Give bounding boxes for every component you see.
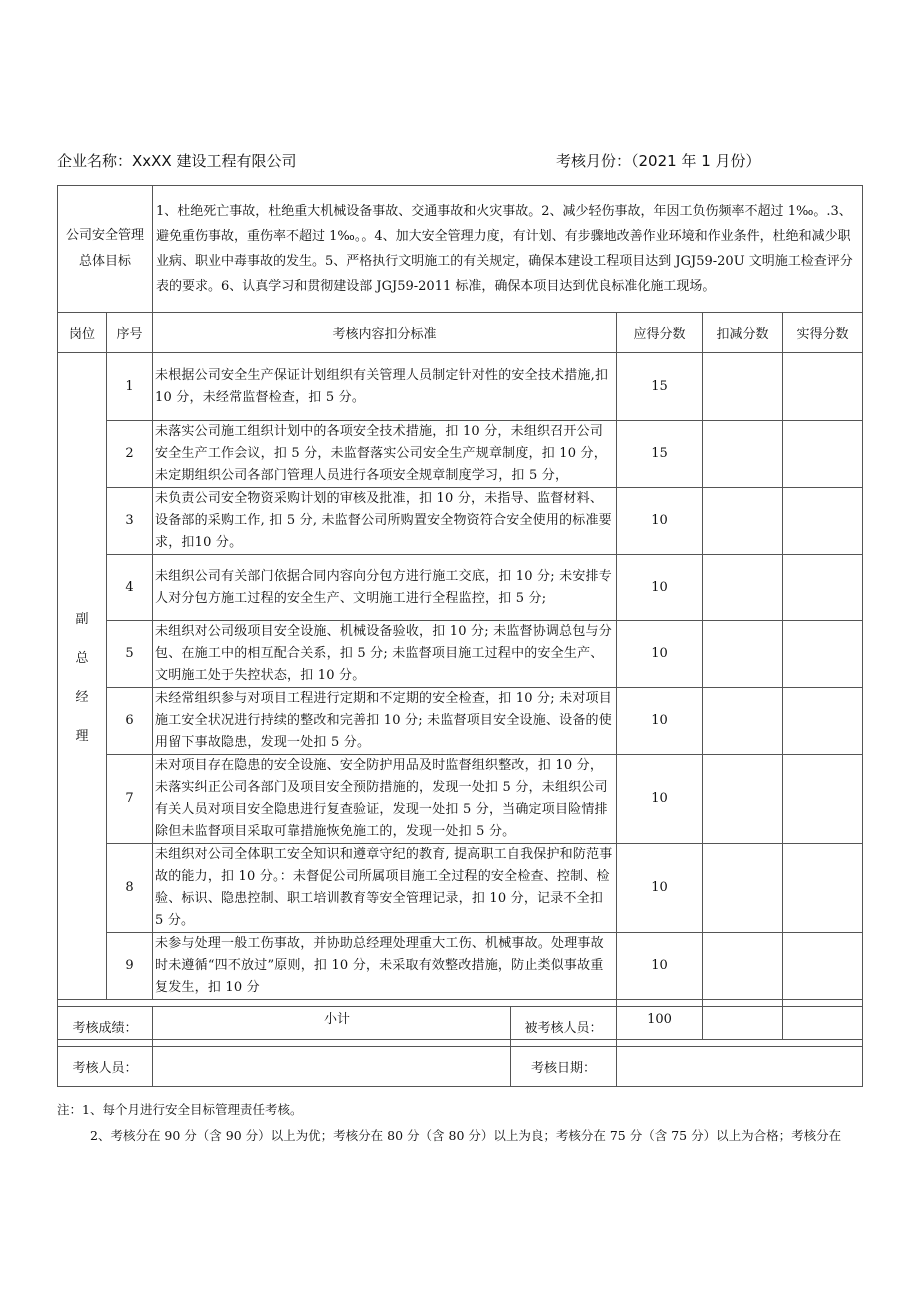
- row-score: 15: [617, 421, 703, 488]
- result-field[interactable]: [153, 1007, 511, 1047]
- post-char: 经: [75, 690, 89, 705]
- col-content: 考核内容扣分标准: [153, 313, 617, 353]
- examiner-field[interactable]: [153, 1047, 511, 1087]
- examinee-field[interactable]: [617, 1007, 863, 1047]
- row-deduct-cell[interactable]: [703, 421, 783, 488]
- col-deduct: 扣减分数: [703, 313, 783, 353]
- row-no: 3: [107, 488, 153, 555]
- row-content: 未根据公司安全生产保证计划组织有关管理人员制定针对性的安全技术措施,扣10 分，未经常监督检查，扣 5 分。: [153, 353, 617, 421]
- examinee-label: 被考核人员：: [511, 1007, 617, 1047]
- row-no: 9: [107, 933, 153, 1000]
- row-content: 未负责公司安全物资采购计划的审核及批准，扣 10 分，未指导、监督材料、设备部的采购工作, 扣 5 分, 未监督公司所购置安全物资符合安全使用的标准要求，扣10 分。: [153, 488, 617, 555]
- row-no: 6: [107, 688, 153, 755]
- row-deduct-cell[interactable]: [703, 555, 783, 621]
- row-content: 未经常组织参与对项目工程进行定期和不定期的安全检查，扣 10 分; 未对项目施工安全状况进行持续的整改和完善扣 10 分; 未监督项目安全设施、设备的使用留下事故隐患，发现一处扣 5 分。: [153, 688, 617, 755]
- date-label: 考核日期：: [511, 1047, 617, 1087]
- result-label: 考核成绩：: [58, 1007, 153, 1047]
- row-content: 未组织公司有关部门依据合同内容向分包方进行施工交底，扣 10 分; 未安排专人对分包方施工过程的安全生产、文明施工进行全程监控，扣 5 分;: [153, 555, 617, 621]
- table-row: [58, 621, 863, 688]
- row-actual-cell[interactable]: [783, 844, 863, 933]
- note-2: 2、考核分在 90 分（含 90 分）以上为优；考核分在 80 分（含 80 分）以上为良；考核分在 75 分（含 75 分）以上为合格；考核分在: [90, 1128, 842, 1143]
- row-actual-cell[interactable]: [783, 933, 863, 1000]
- row-content: 未组织对公司级项目安全设施、机械设备验收，扣 10 分; 未监督协调总包与分包、在施工中的相互配合关系，扣 5 分; 未监督项目施工过程中的安全生产、文明施工处于失控状态，扣 10 分。: [153, 621, 617, 688]
- post-char: 总: [75, 651, 89, 666]
- col-no: 序号: [107, 313, 153, 353]
- col-actual: 实得分数: [783, 313, 863, 353]
- row-deduct-cell[interactable]: [703, 844, 783, 933]
- goals-text: 1、杜绝死亡事故，杜绝重大机械设备事故、交通事故和火灾事故。2、减少轻伤事故，年因工负伤频率不超过 1‰。.3、避免重伤事故，重伤率不超过 1‰。。4、加大安全管理力度，有计划、有步骤地改善作业环境和作业条件，杜绝和减少职业病、职业中毒事故的发生。5、严格执行文明施工的有关规定，确保本建设工程项目达到 JGJ59-20U 文明施工检查评分表的要求。6、认真学习和贯彻建设部 JGJ59-2011 标准，确保本项目达到优良标准化施工现场。: [153, 186, 863, 313]
- signature-table: [57, 1006, 863, 1087]
- row-actual-cell[interactable]: [783, 555, 863, 621]
- col-should: 应得分数: [617, 313, 703, 353]
- row-deduct-cell[interactable]: [703, 688, 783, 755]
- row-no: 1: [107, 353, 153, 421]
- post-cell: [58, 353, 107, 1000]
- table-row: [58, 555, 863, 621]
- assessment-month: 考核月份：（2021 年 1 月份）: [556, 152, 761, 170]
- post-char: 副: [75, 612, 89, 627]
- row-no: 7: [107, 755, 153, 844]
- company-name: 企业名称：XxXX 建设工程有限公司: [57, 152, 297, 170]
- col-post: 岗位: [58, 313, 107, 353]
- table-row: [58, 353, 863, 421]
- goals-row: [58, 186, 863, 313]
- goals-label: 公司安全管理总体目标: [58, 186, 153, 313]
- row-deduct-cell[interactable]: [703, 755, 783, 844]
- date-field[interactable]: [617, 1047, 863, 1087]
- row-actual-cell[interactable]: [783, 755, 863, 844]
- row-score: 10: [617, 933, 703, 1000]
- table-row: [58, 688, 863, 755]
- row-actual-cell[interactable]: [783, 488, 863, 555]
- table-row: [58, 933, 863, 1000]
- row-score: 10: [617, 621, 703, 688]
- subtotal-label: 小计: [58, 1000, 617, 1040]
- row-no: 5: [107, 621, 153, 688]
- row-score: 10: [617, 555, 703, 621]
- row-no: 2: [107, 421, 153, 488]
- note-1: 注：1、每个月进行安全目标管理责任考核。: [57, 1102, 303, 1117]
- row-no: 8: [107, 844, 153, 933]
- row-no: 4: [107, 555, 153, 621]
- subtotal-score: 100: [617, 1000, 703, 1040]
- row-deduct-cell[interactable]: [703, 621, 783, 688]
- row-actual-cell[interactable]: [783, 421, 863, 488]
- row-score: 10: [617, 488, 703, 555]
- assessment-table: [57, 185, 863, 1040]
- table-row: [58, 488, 863, 555]
- row-deduct-cell[interactable]: [703, 353, 783, 421]
- row-content: 未落实公司施工组织计划中的各项安全技术措施，扣 10 分，未组织召开公司安全生产工作会议，扣 5 分，未监督落实公司安全生产规章制度，扣 10 分，未定期组织公司各部门管理人员进行各项安全规章制度学习，扣 5 分，: [153, 421, 617, 488]
- table-row: [58, 844, 863, 933]
- row-score: 15: [617, 353, 703, 421]
- row-content: 未组织对公司全体职工安全知识和遵章守纪的教育, 提高职工自我保护和防范事故的能力，扣 10 分。：未督促公司所属项目施工全过程的安全检查、控制、检验、标识、隐患控制、职工培训教育等安全管理记录，扣 10 分，记录不全扣 5 分。: [153, 844, 617, 933]
- row-actual-cell[interactable]: [783, 688, 863, 755]
- header-row: [58, 313, 863, 353]
- row-deduct-cell[interactable]: [703, 488, 783, 555]
- post-char: 理: [75, 729, 89, 744]
- row-content: 未参与处理一般工伤事故，并协助总经理处理重大工伤、机械事故。处理事故时未遵循“四不放过”原则，扣 10 分，未采取有效整改措施，防止类似事故重复发生，扣 10 分: [153, 933, 617, 1000]
- row-deduct-cell[interactable]: [703, 933, 783, 1000]
- row-actual-cell[interactable]: [783, 621, 863, 688]
- row-score: 10: [617, 688, 703, 755]
- row-content: 未对项目存在隐患的安全设施、安全防护用品及时监督组织整改，扣 10 分，未落实纠正公司各部门及项目安全预防措施的，发现一处扣 5 分，未组织公司有关人员对项目安全隐患进行复查验证，发现一处扣 5 分，当确定项目险情排除但未监督项目采取可靠措施恢免施工的，发现一处扣 5 分。: [153, 755, 617, 844]
- table-row: [58, 421, 863, 488]
- row-score: 10: [617, 844, 703, 933]
- table-row: [58, 755, 863, 844]
- row-score: 10: [617, 755, 703, 844]
- row-actual-cell[interactable]: [783, 353, 863, 421]
- examiner-label: 考核人员：: [58, 1047, 153, 1087]
